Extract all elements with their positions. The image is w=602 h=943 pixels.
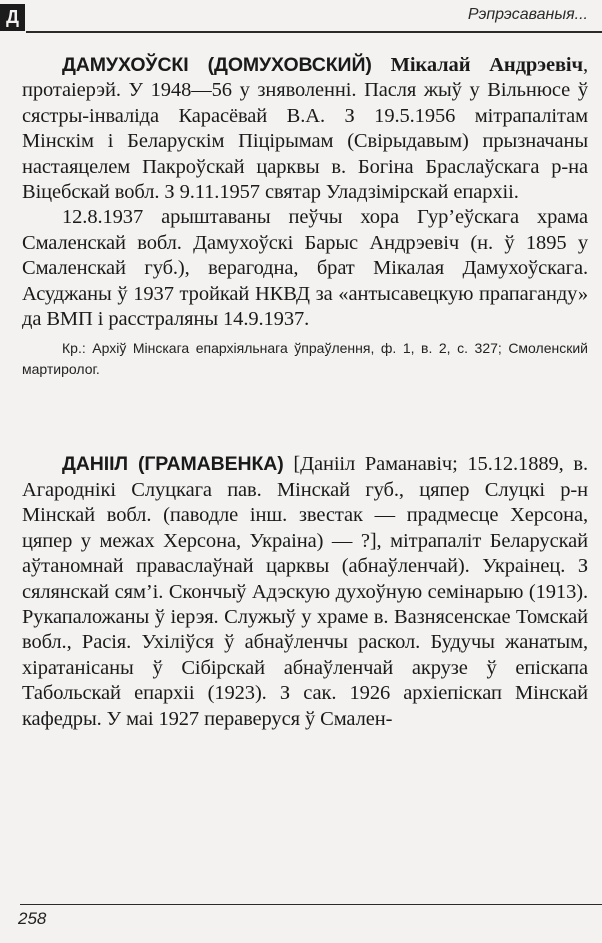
- entry-damukhouski: [22, 53, 588, 380]
- entry-bio-text: , протаіерэй. У 1948—56 у зняволенні. Пасля жыў у Вільнюсе ў сястры-інваліда Карасёвай В.А. З 19.5.1956 мітрапалітам Мінскім і Беларускім Піцірымам (Свірыдавым) прызначаны настаяцелем Пакроўскай царквы в. Богіна Браслаўскага р-на Віцебскай вобл. З 9.11.1957 святар Уладзімірскай епархіі.: [22, 54, 589, 204]
- entry-sources: Кр.: Архіў Мінскага епархіяльнага ўпраўлення, ф. 1, в. 2, с. 327; Смоленский мартиролог.: [22, 340, 588, 378]
- entry-paragraph: [22, 53, 588, 205]
- entry-name: Мікалай Андрэевіч: [390, 54, 583, 76]
- entry-heading: ДАМУХОЎСКІ (ДОМУХОВСКИЙ): [62, 54, 372, 76]
- entry-paragraph-2: 12.8.1937 арыштаваны пеўчы хора Гур’еўскага храма Смаленскай вобл. Дамухоўскі Барыс Андрэевіч (н. ў 1895 у Смаленскай губ.), верагодна, брат Мікалая Дамухоўскага. Асуджаны ў 1937 тройкай НКВД за «антысавецкую прапаганду» да ВМП і расстраляны 14.9.1937.: [22, 206, 588, 331]
- running-head: Рэпрэсаваныя...: [467, 6, 588, 23]
- page-number: 258: [18, 909, 47, 928]
- footer-rule: [20, 904, 602, 905]
- entry-heading: ДАНІІЛ (ГРАМАВЕНКА): [62, 453, 284, 476]
- section-letter-badge: Д: [0, 4, 25, 31]
- entry-body-text: [Данііл Раманавіч; 15.12.1889, в. Агароднікі Слуцкага пав. Мінскай губ., цяпер Слуцкі р-н Мінскай вобл. (паводле інш. звестак — прадмесце Херсона, цяпер у межах Херсона, Украіна) — ?], мітрапаліт Беларускай аўтаномнай праваслаўнай царквы (абнаўленчай). Украінец. З сялянскай сям’і. Скончыў Адэскую духоўную семінарыю (1913). Рукапаложаны ў іерэя. Служыў у храме в. Вазнясенскае Томскай вобл., Расія. Ухіліўся ў абнаўленчы раскол. Будучы жанатым, хіратанісаны ў Сібірскай абнаўленчай акрузе ў епіскапа Табольскай епархіі (1923). З сак. 1926 архіепіскап Мінскай кафедры. У маі 1927 пераверуся ў Смален-: [22, 453, 588, 730]
- entry-spacer: [22, 380, 588, 452]
- page-content: [22, 53, 588, 732]
- entry-daniil: [22, 452, 588, 731]
- header-rule: [26, 31, 602, 33]
- page-header: [0, 0, 602, 34]
- entry-paragraph: [22, 452, 588, 731]
